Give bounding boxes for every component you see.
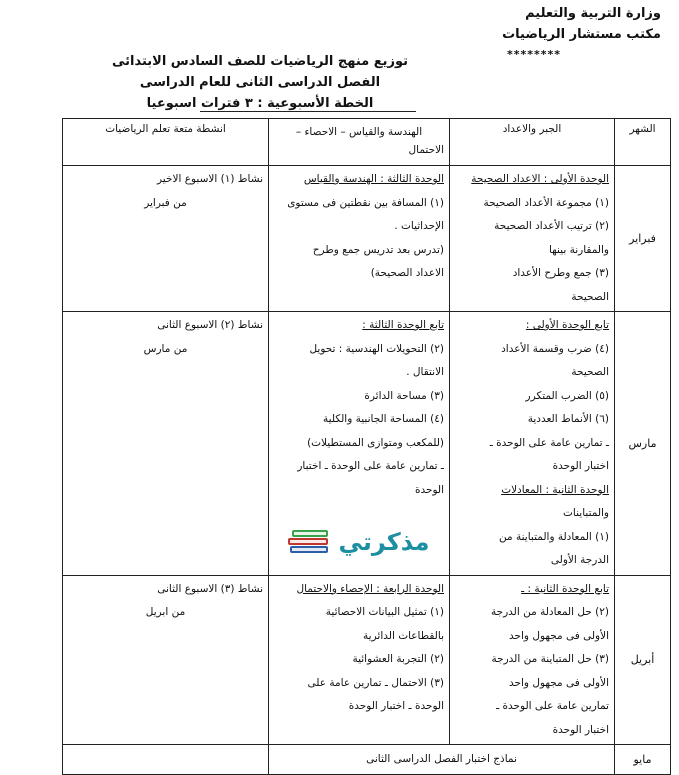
lesson-line: الإحداثيات . (394, 220, 444, 232)
lesson-line: الصحيحة (571, 366, 609, 378)
table-row-may (63, 745, 671, 775)
unit-title: تابع الوحدة الثانية : ـ (521, 582, 609, 595)
header-geometry-line2: الاحتمال (408, 144, 444, 156)
lesson-line: (٣) مساحة الدائرة (364, 389, 444, 402)
lesson-line: الدرجة الأولى (550, 554, 609, 566)
lesson-line: بالقطاعات الدائرية (363, 629, 444, 642)
table-row-february (63, 166, 671, 312)
geometry-cell (269, 575, 450, 745)
stars-divider: ******** (507, 48, 562, 61)
lesson-line: الصحيحة (571, 290, 609, 303)
exam-models-cell: نماذج اختبار الفصل الدراسى الثانى (269, 745, 615, 775)
lesson-line: اختبار الوحدة (552, 723, 609, 736)
activity-line: نشاط (٣) الاسبوع الثانى (157, 582, 263, 595)
activity-line: نشاط (٢) الاسبوع الثانى (157, 319, 263, 331)
lesson-line: الأولى فى مجهول واحد (509, 629, 609, 642)
header-geometry (269, 119, 450, 166)
lesson-line: الأولى فى مجهول واحد (509, 676, 609, 689)
activity-cell (63, 166, 269, 312)
activity-line: نشاط (١) الاسبوع الاخير (157, 173, 263, 185)
lesson-line: الاعداد الصحيحة) (370, 267, 444, 279)
activity-cell-empty (63, 745, 269, 775)
lesson-line: (٢) التحويلات الهندسية : تحويل (309, 342, 444, 355)
activity-cell (63, 575, 269, 745)
activity-line: من ابريل (145, 606, 186, 618)
month-cell: مايو (615, 745, 671, 775)
table-row-march (63, 312, 671, 576)
lesson-line: (٤) المساحة الجانبية والكلية (323, 413, 444, 425)
ministry-name: وزارة التربية والتعليم (525, 6, 661, 21)
lesson-line: (٥) الضرب المتكرر (525, 389, 609, 402)
lesson-line: اختبار الوحدة (552, 460, 609, 472)
month-cell: فبراير (615, 166, 671, 312)
algebra-cell (450, 312, 615, 576)
algebra-cell (450, 166, 615, 312)
weekly-plan: الخطة الأسبوعية : ٣ فترات اسبوعيا (146, 96, 374, 111)
lesson-line: الوحدة ـ اختبار الوحدة (348, 700, 444, 712)
lesson-line: (للمكعب ومتوازى المستطيلات) (307, 436, 444, 449)
books-logo-icon (284, 516, 434, 560)
unit-title: الوحدة الثالثة : الهندسة والقياس (303, 173, 444, 185)
unit-title: الوحدة الرابعة : الإحصاء والاحتمال (296, 582, 444, 595)
lesson-line: الوحدة (414, 483, 444, 496)
lesson-line: (١) تمثيل البيانات الاحصائية (325, 606, 444, 618)
title-underline (200, 111, 416, 112)
activity-line: من فبراير (144, 196, 187, 209)
geometry-cell (269, 312, 450, 576)
month-cell: مارس (615, 312, 671, 576)
lesson-line: والمتباينات (563, 507, 609, 519)
curriculum-table (62, 118, 671, 775)
header-algebra: الجبر والاعداد (450, 119, 615, 166)
lesson-line: (٣) جمع وطرح الأعداد (512, 267, 609, 279)
activity-cell (63, 312, 269, 576)
lesson-line: (١) المسافة بين نقطتين فى مستوى (287, 196, 444, 209)
header-activities: انشطة متعة تعلم الرياضيات (63, 119, 269, 166)
watermark-logo (274, 516, 444, 560)
unit-title: تابع الوحدة الأولى : (525, 319, 609, 331)
table-header-row (63, 119, 671, 166)
lesson-line: (٤) ضرب وقسمة الأعداد (501, 342, 609, 355)
document-title: توزيع منهج الرياضيات للصف السادس الابتدائى (111, 54, 409, 69)
lesson-line: تمارين عامة على الوحدة ـ (496, 700, 609, 712)
lesson-line: (٢) حل المعادلة من الدرجة (490, 606, 609, 618)
books-stack-icon (288, 530, 328, 553)
document-subtitle: الفصل الدراسى الثانى للعام الدراسى (139, 75, 381, 90)
lesson-line: والمقارنة بينها (548, 243, 609, 256)
lesson-line: (تدرس بعد تدريس جمع وطرح (312, 243, 444, 256)
lesson-line: (٢) ترتيب الأعداد الصحيحة (494, 220, 609, 232)
unit-title: الوحدة الأولى : الاعداد الصحيحة (471, 173, 609, 185)
lesson-line: ـ تمارين عامة على الوحدة ـ (489, 436, 609, 449)
unit-title: الوحدة الثانية : المعادلات (501, 483, 609, 496)
lesson-line: (١) المعادلة والمتباينة من (499, 530, 609, 543)
header-geometry-line1: الهندسة والقياس – الاحصاء – (295, 126, 423, 138)
unit-title: تابع الوحدة الثالثة : (362, 319, 444, 331)
lesson-line: (٦) الأنماط العددية (527, 413, 609, 425)
lesson-line: ـ تمارين عامة على الوحدة ـ اختبار (297, 460, 444, 472)
lesson-line: الانتقال . (406, 366, 444, 378)
office-name: مكتب مستشار الرياضيات (502, 27, 661, 42)
lesson-line: (٣) حل المتباينة من الدرجة (491, 653, 609, 665)
header-month: الشهر (615, 119, 671, 166)
month-cell: أبريل (615, 575, 671, 745)
lesson-line: (٢) التجربة العشوائية (352, 653, 444, 665)
geometry-cell (269, 166, 450, 312)
lesson-line: (٣) الاحتمال ـ تمارين عامة على (307, 676, 444, 689)
lesson-line: (١) مجموعة الأعداد الصحيحة (483, 196, 609, 209)
algebra-cell (450, 575, 615, 745)
table-row-april (63, 575, 671, 745)
logo-text: مذكرتي (338, 528, 430, 556)
activity-line: من مارس (143, 342, 188, 355)
